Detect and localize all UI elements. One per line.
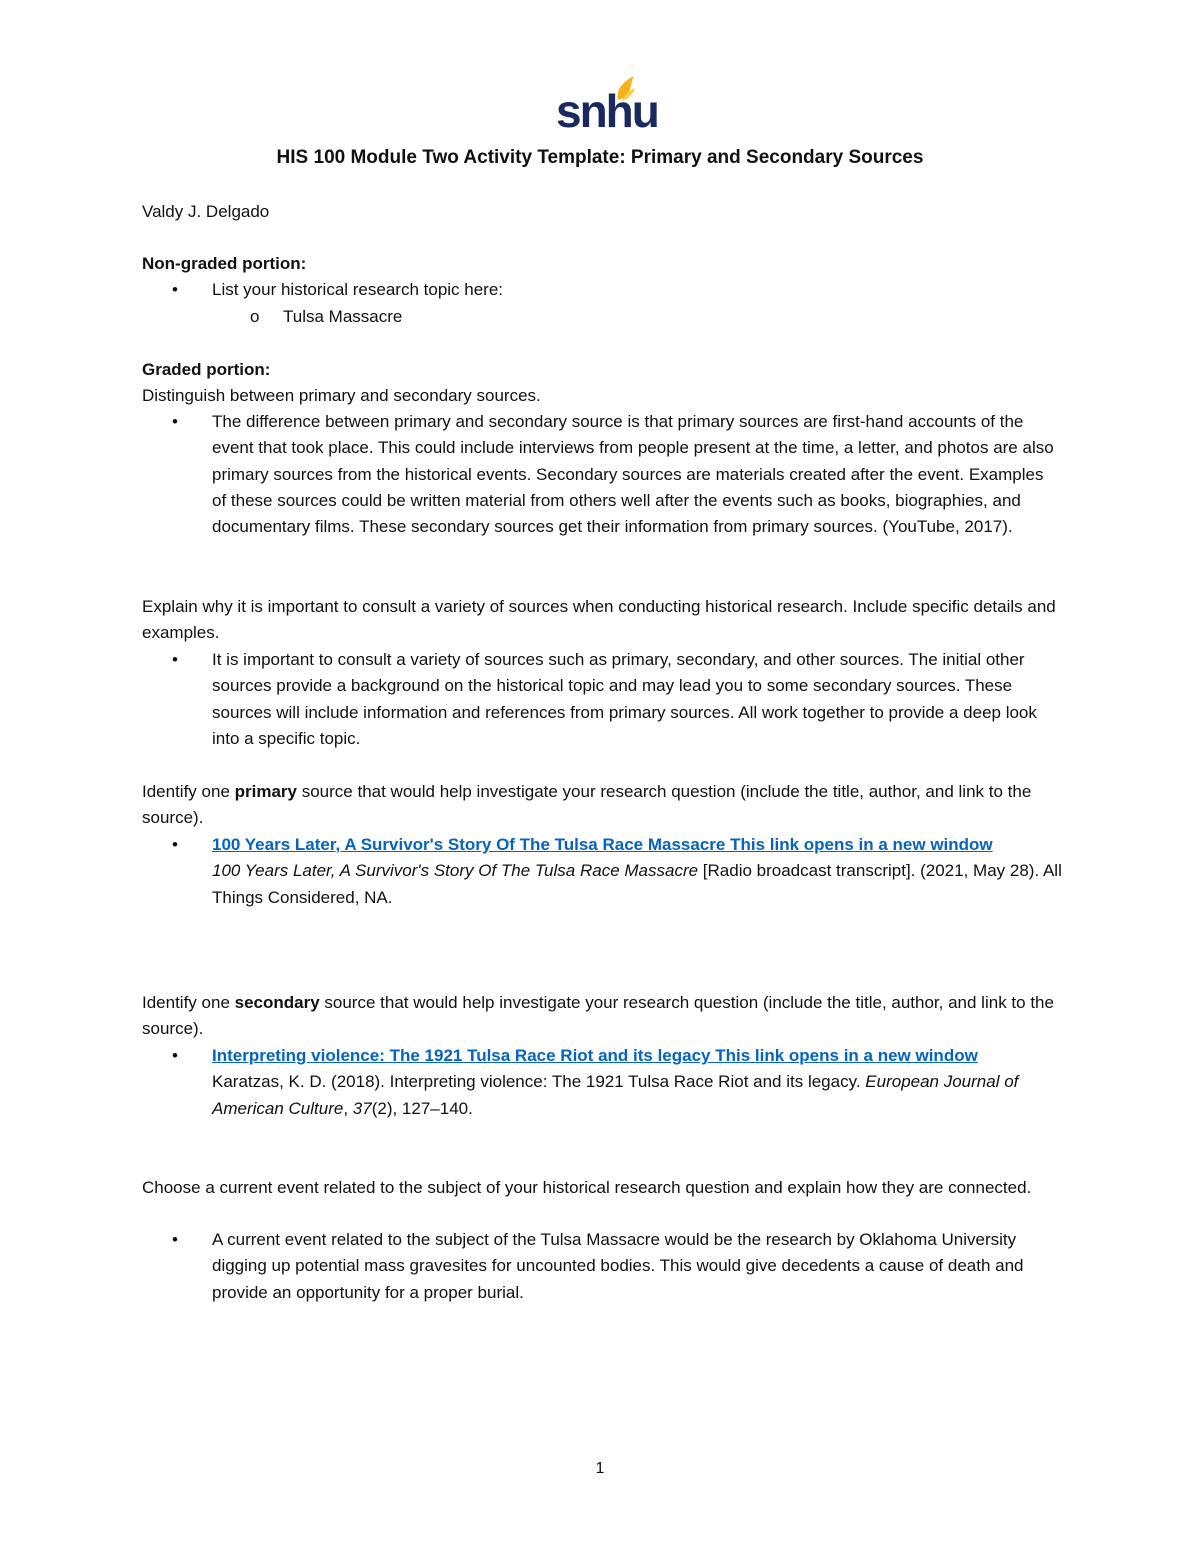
- question-3: [142, 779, 1067, 832]
- snhu-logo: [556, 74, 658, 137]
- secondary-source-pages: (2), 127–140.: [371, 1098, 473, 1118]
- question-3-text-end: source that would help investigate your research question (include the title, author, and link to the source).: [142, 782, 1032, 828]
- logo-wordmark: snhu: [556, 85, 658, 137]
- nongraded-bullet-text: List your historical research topic here:: [212, 280, 504, 299]
- secondary-source-link[interactable]: Interpreting violence: The 1921 Tulsa Race Riot and its legacy This link opens in a new window: [212, 1046, 978, 1065]
- answer-2: It is important to consult a variety of sources such as primary, secondary, and other sources. The initial other sources provide a background on the historical topic and may lead you to some secondary sources. These sources will include information and references from primary sources. All work together to provide a deep look into a specific topic.: [212, 650, 1037, 748]
- list-item: [142, 1227, 1067, 1306]
- question-3-emphasis: primary: [234, 782, 297, 801]
- answer-5: A current event related to the subject of the Tulsa Massacre would be the research by Oklahoma University digging up potential mass gravesites for uncounted bodies. This would give decedents a cause of death and provide an opportunity for a proper burial.: [212, 1230, 1024, 1302]
- bullet-icon: •: [172, 412, 178, 431]
- primary-source-link[interactable]: 100 Years Later, A Survivor's Story Of The Tulsa Race Massacre This link opens in a new window: [212, 835, 993, 854]
- research-topic: Tulsa Massacre: [283, 307, 403, 326]
- secondary-source-journal: European Journal of American Culture: [212, 1072, 1019, 1118]
- secondary-source-volume: 37: [352, 1098, 372, 1118]
- author-name: Valdy J. Delgado: [142, 202, 270, 221]
- question-2: Explain why it is important to consult a variety of sources when conducting historical research. Include specific details and examples.: [142, 597, 1056, 643]
- sub-list-item: [250, 304, 402, 330]
- question-4-text: Identify one: [142, 993, 235, 1012]
- secondary-source-citation: Karatzas, K. D. (2018). Interpreting violence: The 1921 Tulsa Race Riot and its legacy.: [212, 1072, 866, 1092]
- list-item: [142, 277, 1067, 303]
- list-item: [142, 409, 1067, 540]
- question-4-emphasis: secondary: [234, 993, 320, 1012]
- bullet-icon: •: [172, 1046, 178, 1065]
- sub-bullet-icon: o: [250, 307, 260, 326]
- primary-source-citation: [Radio broadcast transcript]. (2021, May 28). All Things Considered, NA.: [212, 861, 1062, 907]
- graded-heading: Graded portion:: [142, 360, 271, 379]
- question-4: [142, 990, 1067, 1043]
- bullet-icon: •: [172, 1230, 178, 1249]
- nongraded-heading: Non-graded portion:: [142, 254, 307, 273]
- bullet-icon: •: [172, 835, 178, 854]
- list-item: [142, 647, 1067, 752]
- list-item: [142, 1043, 1067, 1122]
- page-number: 1: [595, 1460, 605, 1477]
- bullet-icon: •: [172, 280, 178, 299]
- question-5: Choose a current event related to the subject of your historical research question and explain how they are connected.: [142, 1178, 1032, 1197]
- question-4-text-end: source that would help investigate your research question (include the title, author, and link to the source).: [142, 993, 1054, 1039]
- question-3-text: Identify one: [142, 782, 235, 801]
- secondary-source-sep: ,: [343, 1098, 353, 1118]
- answer-1: The difference between primary and secondary source is that primary sources are first-hand accounts of the event that took place. This could include interviews from people present at the time, a letter, and photos are also primary sources from the historical events. Secondary sources are materials created after the event. Examples of these sources could be written material from others well after the events such as books, biographies, and documentary films. These secondary sources get their information from primary sources. (YouTube, 2017).: [212, 412, 1054, 537]
- list-item: [142, 832, 1067, 911]
- document-title: HIS 100 Module Two Activity Template: Primary and Secondary Sources: [276, 147, 924, 168]
- question-1: Distinguish between primary and secondary sources.: [142, 386, 541, 405]
- primary-source-citation-title: 100 Years Later, A Survivor's Story Of The Tulsa Race Massacre: [212, 861, 699, 881]
- bullet-icon: •: [172, 650, 178, 669]
